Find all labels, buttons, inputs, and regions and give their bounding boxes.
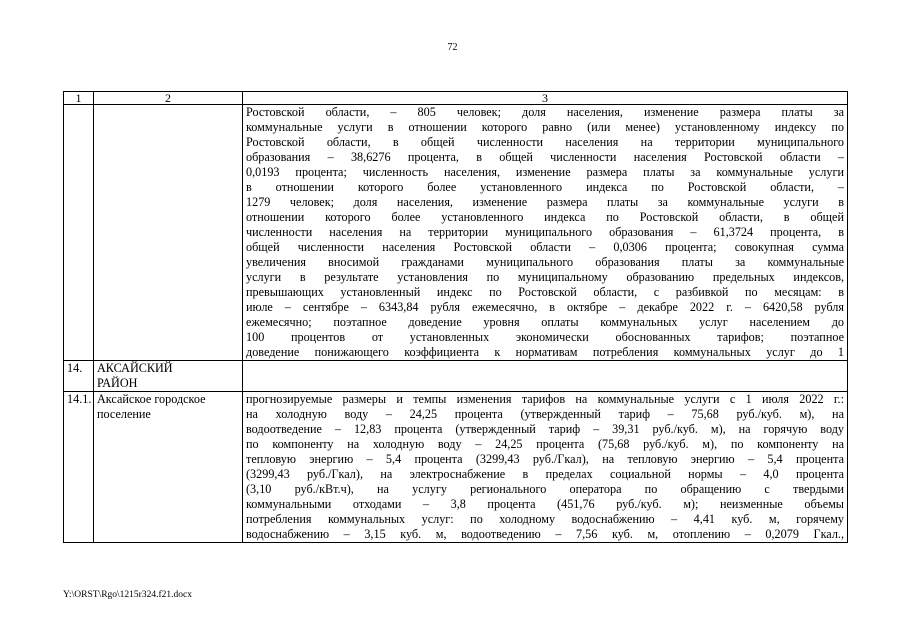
text-line: коммунальные услуги в отношении которого равно (или менее) установленному индексу по (246, 120, 844, 134)
row-name-cell (94, 105, 243, 361)
settlement-name-line: Аксайское городское (97, 392, 206, 406)
document-table (63, 91, 848, 543)
page-number: 72 (447, 42, 458, 53)
text-line: (3299,43 руб./Гкал), на электроснабжение в пределах социальной нормы – 4,0 процента (246, 467, 844, 481)
text-line: численности населения на территории муниципального образования – 61,3724 процента, в (246, 225, 844, 239)
text-line: 0,0193 процента; численность населения, изменение размера платы за коммунальные услуги (246, 165, 844, 179)
district-name-line: РАЙОН (97, 376, 138, 390)
text-line: (3,10 руб./кВт.ч), на услугу регионального оператора по обращению с твердыми (246, 482, 844, 496)
text-line: прогнозируемые размеры и темпы изменения тарифов на коммунальные услуги с 1 июля 2022 г.: (246, 392, 844, 406)
row-text-cell (243, 392, 848, 543)
text-line: 100 процентов от установленных экономически обоснованных тарифов; поэтапное (246, 330, 844, 344)
text-line: превышающих установленный индекс по Ростовской области, с разбивкой по месяцам: в (246, 285, 844, 299)
text-line: тепловую энергию – 5,4 процента (3299,43 руб./Гкал), на тепловую энергию – 5,4 процента (246, 452, 844, 466)
text-line: общей численности населения Ростовской области – 0,0306 процента; совокупная сумма (246, 240, 844, 254)
text-line: увеличения вносимой гражданами муниципального образования платы за коммунальные (246, 255, 844, 269)
text-line: июле – сентябре – 6343,84 рубля ежемесячно, в октябре – декабре 2022 г. – 6420,58 рубля (246, 300, 844, 314)
text-line: ежемесячно; поэтапное доведение уровня оплаты коммунальных услуг населением до (246, 315, 844, 329)
table-row-14 (64, 361, 848, 392)
header-col-1: 1 (64, 92, 94, 105)
text-line: водоотведение – 12,83 процента (утвержденный тариф – 39,31 руб./куб. м), на горячую воду (246, 422, 844, 436)
text-line: потребления коммунальных услуг: по холодному водоснабжению – 4,41 куб. м, горячему (246, 512, 844, 526)
text-line: в отношении которого более установленного индекса по Ростовской области, – (246, 180, 844, 194)
row-text-cell (243, 361, 848, 392)
text-line: образования – 38,6276 процента, в общей численности населения Ростовской области – (246, 150, 844, 164)
table-row-continuation (64, 105, 848, 361)
settlement-name-line: поселение (97, 407, 151, 421)
table-header-row (64, 92, 848, 105)
text-line: Ростовской области, в общей численности населения на территории муниципального (246, 135, 844, 149)
text-line: водоснабжению – 3,15 куб. м, водоотведению – 7,56 куб. м, отоплению – 0,2079 Гкал., (246, 527, 844, 541)
footer-file-path: Y:\ORST\Rgo\1215r324.f21.docx (63, 590, 192, 600)
district-name-line: АКСАЙСКИЙ (97, 361, 173, 375)
text-line: на холодную воду – 24,25 процента (утвержденный тариф – 75,68 руб./куб. м), на (246, 407, 844, 421)
table-row-14-1 (64, 392, 848, 543)
text-line: коммунальными отходами – 3,8 процента (451,76 руб./куб. м); неизменные объемы (246, 497, 844, 511)
header-col-2: 2 (94, 92, 243, 105)
row-name-cell (94, 361, 243, 392)
text-line: доведение понижающего коэффициента к нормативам потребления коммунальных услуг до 1 (246, 345, 844, 359)
text-line: отношении которого более установленного индекса по Ростовской области, в общей (246, 210, 844, 224)
row-number-cell: 14. (64, 361, 94, 392)
row-number-cell: 14.1. (64, 392, 94, 543)
row-number-cell (64, 105, 94, 361)
text-line: по компоненту на холодную воду – 24,25 процента (75,68 руб./куб. м), по компоненту на (246, 437, 844, 451)
row-text-cell (243, 105, 848, 361)
row-name-cell (94, 392, 243, 543)
header-col-3: 3 (243, 92, 848, 105)
text-line: 1279 человек; доля населения, изменение размера платы за коммунальные услуги в (246, 195, 844, 209)
text-line: Ростовской области, – 805 человек; доля населения, изменение размера платы за (246, 105, 844, 119)
text-line: услуги в результате установления по муниципальному образованию предельных индексов, (246, 270, 844, 284)
